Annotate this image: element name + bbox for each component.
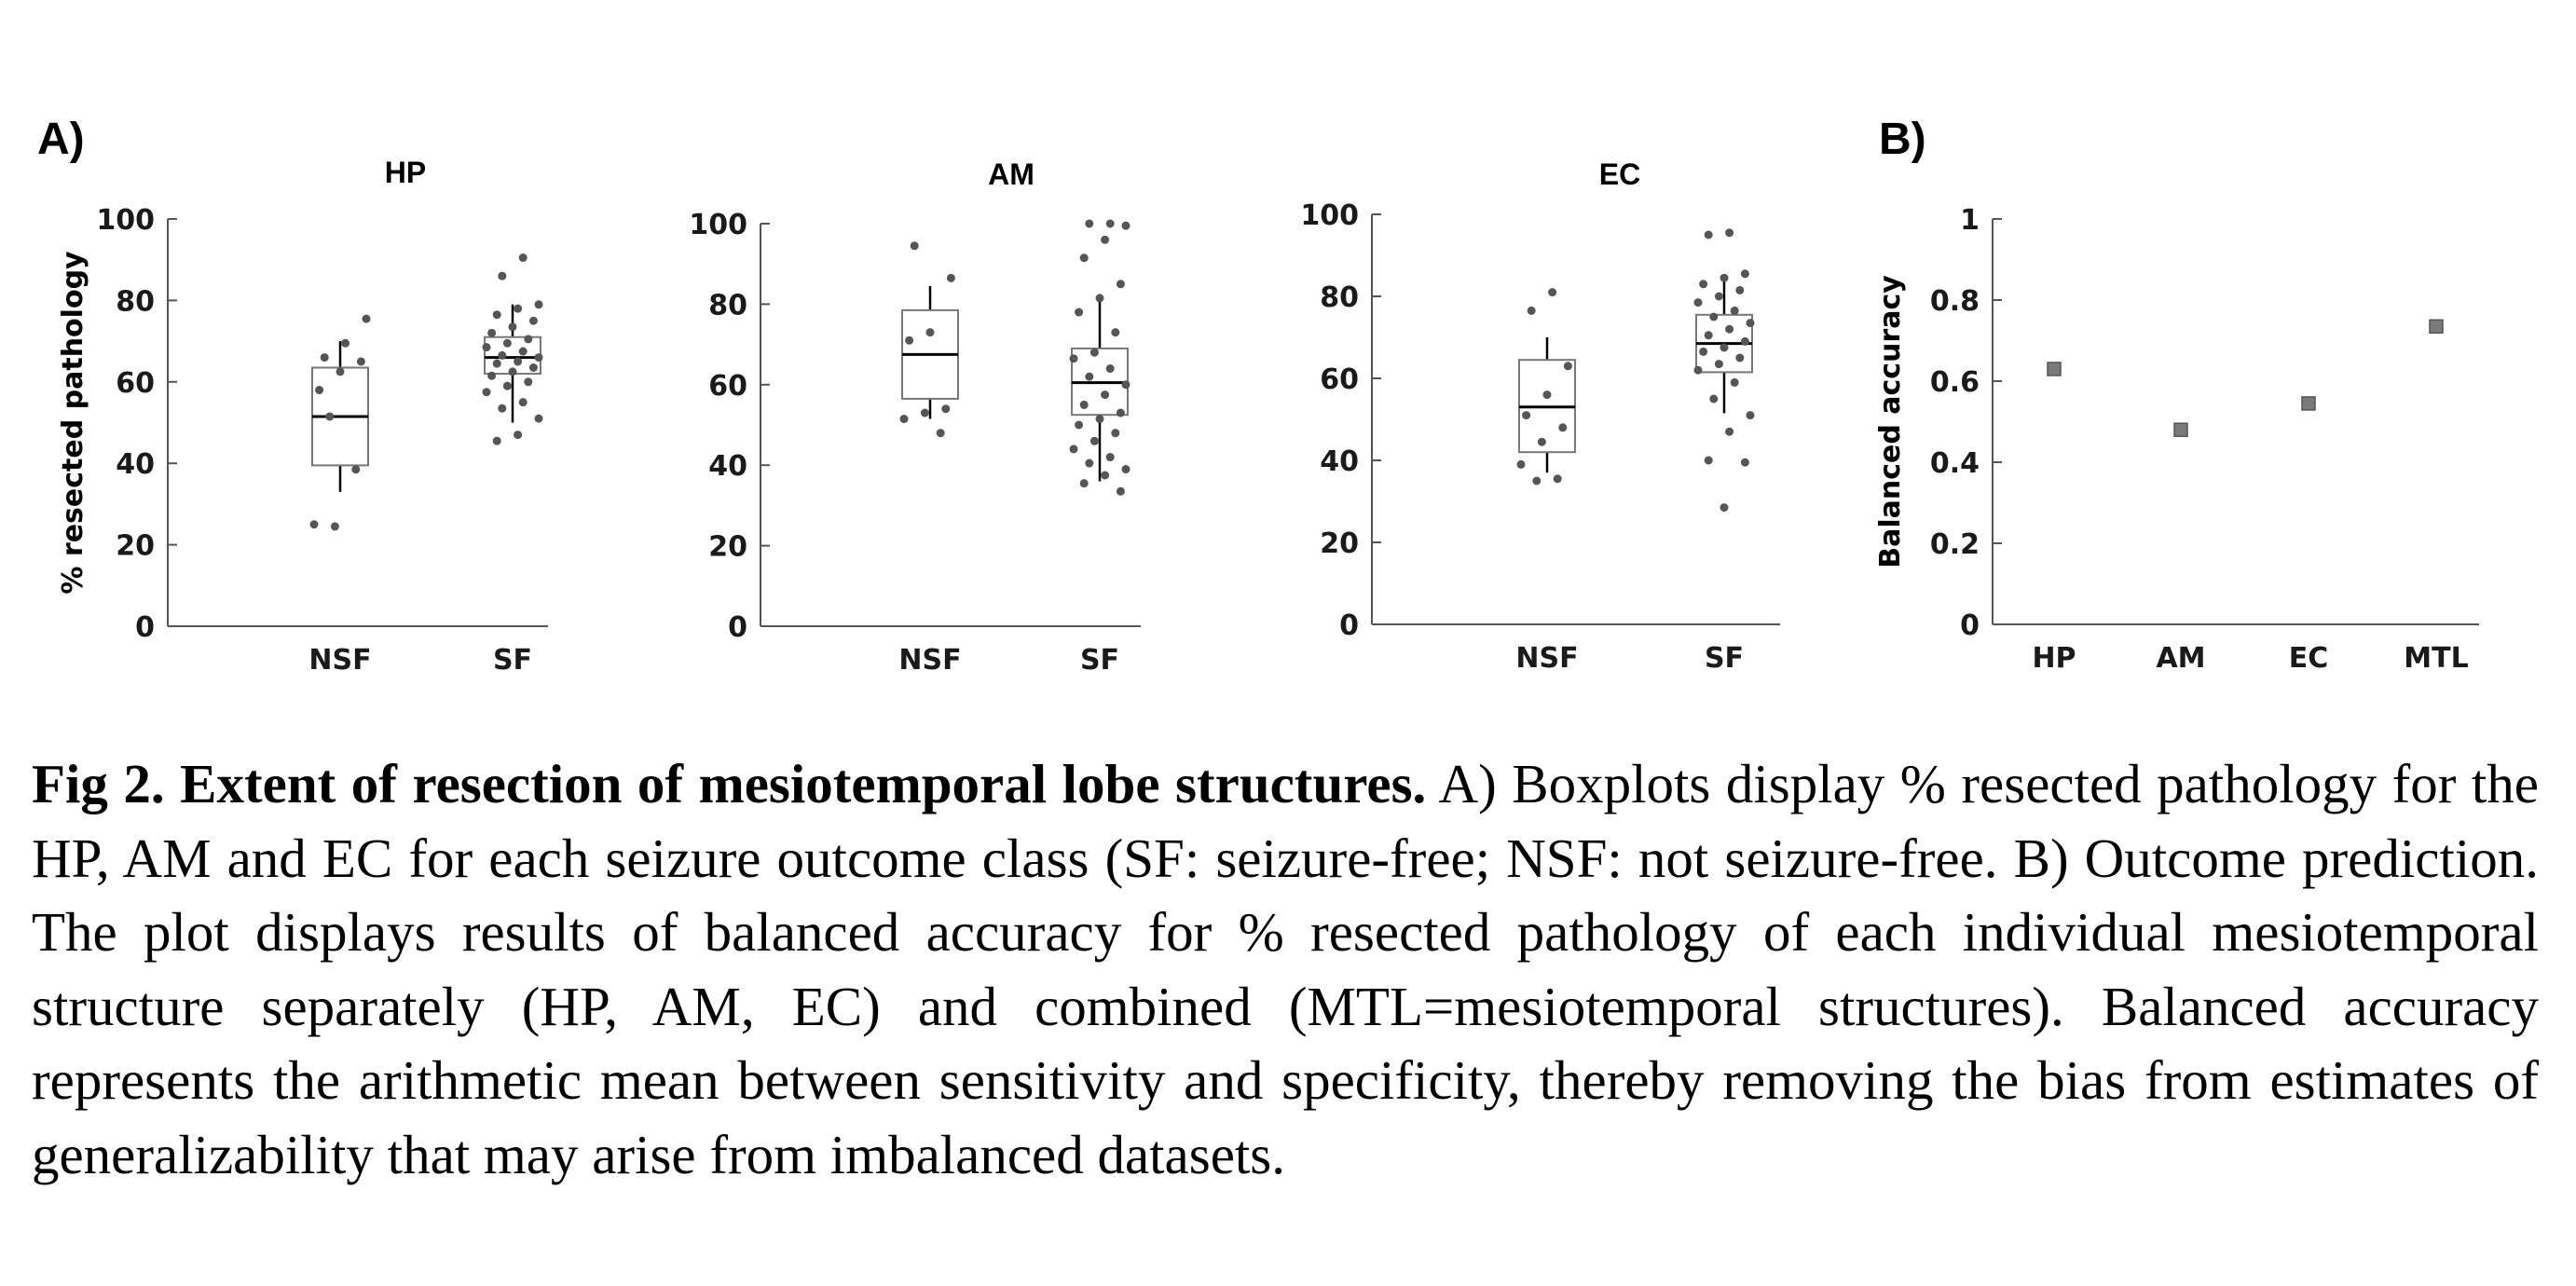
x-tick-label: HP (2032, 642, 2076, 675)
y-axis-label: % resected pathology (57, 251, 89, 595)
data-point (911, 241, 919, 250)
data-point (498, 272, 506, 280)
data-point (524, 377, 532, 386)
data-point (1075, 308, 1083, 317)
data-point (535, 300, 543, 308)
data-point (321, 353, 329, 362)
data-point (1725, 325, 1733, 334)
data-point (1705, 457, 1713, 465)
data-point (1747, 411, 1755, 419)
data-point (503, 339, 512, 348)
chart-title: EC (1598, 157, 1641, 191)
data-point (1090, 437, 1099, 445)
data-point (1101, 472, 1109, 480)
data-point (1720, 274, 1729, 282)
data-point (1517, 460, 1526, 469)
data-point (1731, 378, 1739, 387)
chart-title: AM (988, 157, 1035, 191)
data-point (1085, 220, 1093, 228)
data-point (1741, 337, 1749, 346)
data-point (341, 339, 349, 348)
chart-hp (57, 156, 548, 677)
x-tick-label: NSF (308, 644, 372, 677)
data-point (1558, 423, 1567, 431)
data-point (1090, 349, 1099, 357)
data-point (1699, 280, 1707, 288)
panel-label-b: B) (1879, 115, 1926, 164)
y-tick-label: 0 (728, 611, 747, 644)
data-point (336, 367, 345, 376)
y-tick-label: 1 (1960, 204, 1980, 237)
data-point (1070, 354, 1078, 363)
data-point (1735, 354, 1744, 363)
data-point (1741, 458, 1749, 467)
data-point (1106, 453, 1115, 461)
data-point (1111, 328, 1119, 336)
data-point (351, 465, 360, 473)
data-marker (2174, 423, 2187, 436)
data-point (487, 372, 496, 380)
data-point (493, 360, 501, 368)
data-point (926, 328, 935, 336)
data-point (519, 253, 528, 262)
y-tick-label: 100 (689, 209, 747, 241)
data-point (1101, 390, 1109, 399)
data-point (921, 409, 929, 417)
data-marker (2302, 397, 2315, 410)
data-point (1117, 280, 1125, 288)
x-tick-label: EC (2288, 642, 2329, 675)
data-point (1725, 428, 1733, 436)
data-point (1538, 438, 1546, 446)
data-point (1122, 465, 1130, 473)
panel-label-a: A) (37, 115, 85, 164)
x-tick-label: AM (2156, 642, 2206, 675)
data-point (937, 429, 945, 437)
y-tick-label: 20 (1320, 527, 1359, 560)
data-point (1522, 411, 1530, 419)
data-point (493, 310, 501, 319)
data-point (1709, 395, 1718, 404)
data-point (519, 348, 528, 356)
x-tick-label: SF (1704, 642, 1745, 675)
data-point (1715, 360, 1723, 368)
y-tick-label: 0 (135, 611, 155, 644)
data-point (1075, 421, 1083, 430)
data-point (1085, 459, 1093, 468)
data-point (498, 351, 506, 360)
data-point (529, 317, 538, 325)
data-point (1735, 286, 1744, 294)
data-marker (2048, 363, 2061, 376)
data-point (1122, 222, 1130, 230)
y-tick-label: 80 (116, 285, 155, 319)
data-marker (2430, 320, 2443, 333)
y-tick-label: 40 (1320, 445, 1359, 478)
y-tick-label: 0.6 (1929, 366, 1980, 399)
data-point (529, 363, 538, 372)
x-tick-label: MTL (2404, 642, 2469, 675)
data-point (331, 522, 339, 530)
data-point (509, 367, 517, 376)
data-point (905, 336, 913, 345)
data-point (483, 388, 491, 396)
data-point (1117, 487, 1125, 496)
data-point (357, 357, 365, 365)
y-tick-label: 20 (708, 530, 747, 564)
data-point (363, 315, 371, 323)
data-point (514, 305, 522, 313)
data-point (535, 415, 543, 423)
data-point (1122, 380, 1130, 389)
chart-title: HP (384, 156, 427, 189)
data-point (1543, 390, 1552, 399)
data-point (1554, 474, 1562, 483)
y-tick-label: 80 (1320, 281, 1359, 314)
data-point (1705, 331, 1713, 339)
data-point (1564, 362, 1572, 370)
data-point (1117, 409, 1125, 417)
y-tick-label: 60 (1320, 363, 1359, 396)
data-point (1528, 307, 1536, 315)
y-tick-label: 0.8 (1929, 285, 1980, 318)
data-point (1080, 479, 1089, 487)
data-point (325, 412, 334, 420)
data-point (1705, 231, 1713, 239)
data-point (1694, 298, 1703, 307)
data-point (1699, 348, 1707, 356)
y-tick-label: 100 (1300, 199, 1359, 232)
x-tick-label: NSF (898, 644, 962, 677)
data-point (1694, 366, 1703, 375)
data-point (514, 431, 522, 439)
x-tick-label: SF (492, 644, 533, 677)
data-point (1080, 253, 1089, 262)
data-point (509, 322, 517, 331)
data-point (947, 274, 955, 282)
y-tick-label: 0 (1960, 609, 1980, 642)
data-point (535, 353, 543, 362)
caption-text: A) Boxplots display % resected pathology for the HP, AM and EC for each seizure outcome class (SF: seizure-free; NSF: not seizure-free. B) Outcome prediction. The plot displays results of balanced accuracy for % resected pathology of each individual mesiotemporal structure separately (HP, AM, EC) and combined (MTL=mesiotemporal structures). Balanced accuracy represents the arithmetic mean between sensitivity and specificity, thereby removing the bias from estimates of generalizability that may arise from imbalanced datasets. (32, 753, 2539, 1185)
x-tick-label: SF (1079, 644, 1120, 677)
y-tick-label: 80 (708, 289, 747, 322)
data-point (1720, 344, 1729, 352)
data-point (1096, 415, 1104, 423)
data-point (1080, 401, 1089, 409)
y-axis-label: Balanced accuracy (1874, 275, 1907, 568)
data-point (519, 398, 528, 406)
data-point (1101, 236, 1109, 244)
y-tick-label: 0.2 (1929, 528, 1980, 561)
figure-caption (32, 747, 2539, 1192)
y-tick-label: 60 (116, 366, 155, 400)
data-point (1085, 373, 1093, 381)
x-tick-label: NSF (1515, 642, 1579, 675)
chart-am (689, 157, 1141, 677)
data-point (1731, 307, 1739, 315)
y-tick-label: 40 (708, 450, 747, 484)
data-point (503, 382, 512, 390)
data-point (941, 404, 950, 413)
data-point (524, 335, 532, 343)
data-point (1106, 364, 1115, 373)
data-point (1532, 477, 1541, 486)
data-point (1070, 445, 1078, 453)
data-point (1715, 293, 1723, 301)
data-point (1096, 294, 1104, 302)
data-point (493, 437, 501, 445)
chart-ec (1300, 157, 1780, 675)
y-tick-label: 40 (116, 448, 155, 482)
caption-title: Fig 2. Extent of resection of mesiotemporal lobe structures. (32, 753, 1427, 814)
data-point (483, 343, 491, 351)
data-point (315, 386, 323, 394)
data-point (310, 520, 319, 528)
chart-balanced-accuracy (1874, 204, 2479, 675)
y-tick-label: 0.4 (1929, 447, 1980, 480)
y-tick-label: 20 (116, 529, 155, 563)
data-point (498, 404, 506, 413)
data-point (1725, 228, 1733, 237)
data-point (514, 357, 522, 365)
data-point (1548, 288, 1556, 296)
data-point (900, 415, 909, 423)
data-point (1747, 319, 1755, 327)
data-point (1709, 313, 1718, 322)
data-point (1720, 503, 1729, 512)
data-point (1741, 269, 1749, 278)
y-tick-label: 0 (1339, 609, 1359, 642)
y-tick-label: 100 (96, 204, 155, 237)
data-point (1106, 220, 1115, 228)
data-point (487, 329, 496, 337)
y-tick-label: 60 (708, 369, 747, 403)
data-point (1111, 429, 1119, 437)
